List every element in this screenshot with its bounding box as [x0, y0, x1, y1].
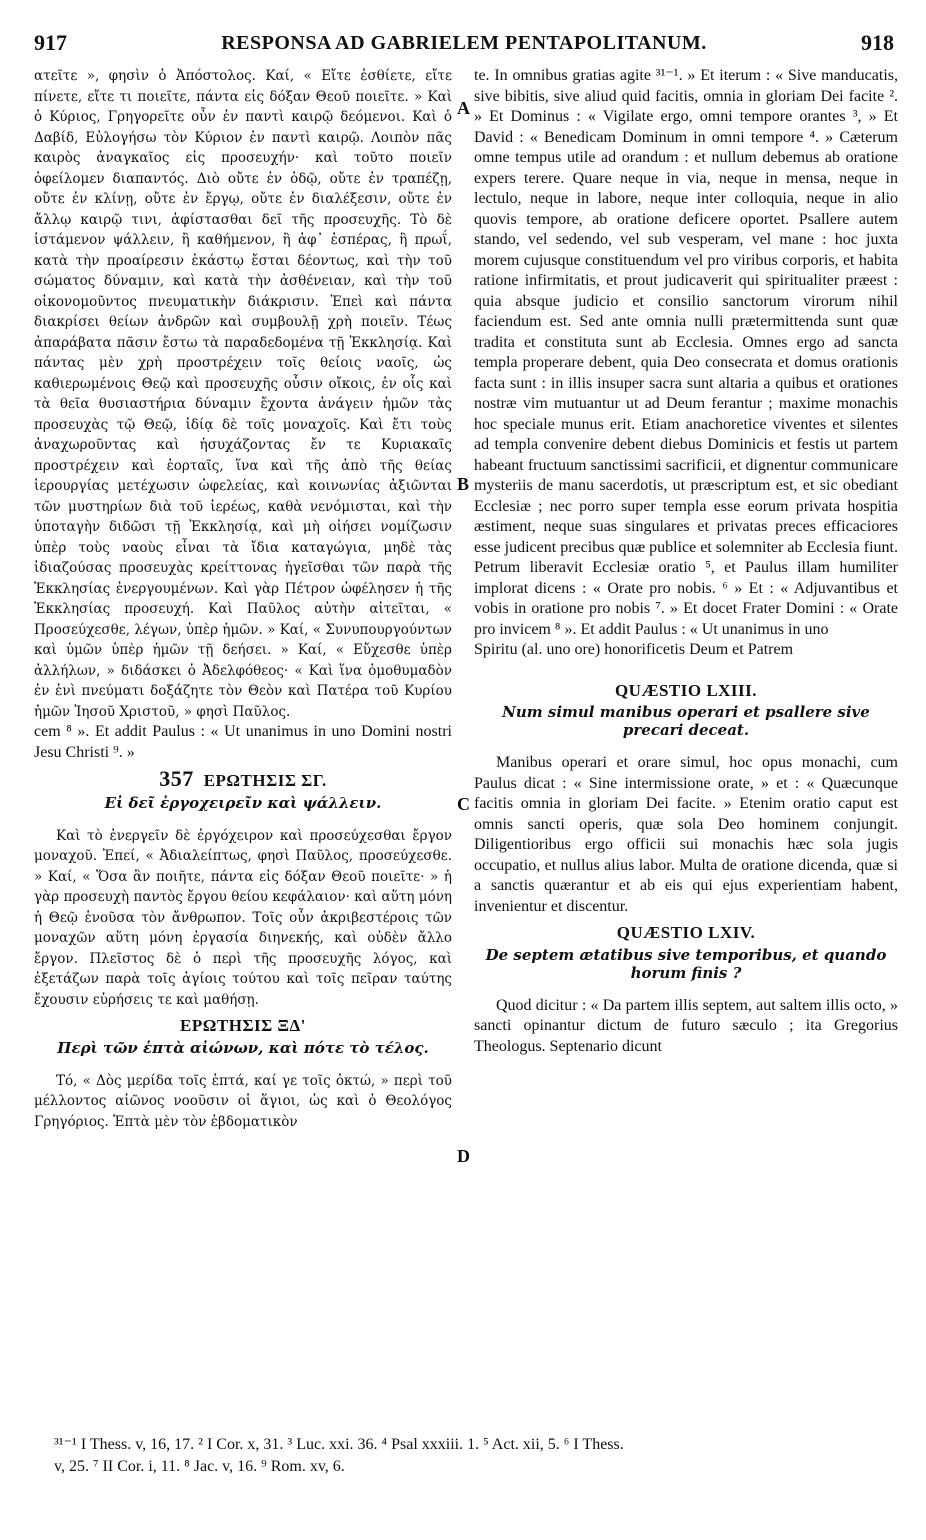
margin-mark-b: B — [457, 474, 470, 494]
latin-text-continued: te. In omnibus gratias agite ³¹⁻¹. » Et iterum : « Sive manducatis, sive bibitis, sive aliud quid facitis, omnia in gloriam Dei facite ². » Et Dominus : « Vigilate ergo, omni tempore orantes ³, » Et David : « Benedicam Dominum in omni tempore ⁴. » Cæterum omne tempus utile ad orandum : et nullum debemus ab oratione expers terere. Quare neque in via, neque in mensa, neque in lectulo, neque in labore, neque inter colloquia, neque in alio quovis tempore, ab oratione deficere oportet. Psallere autem stando, vel sedendo, vel sub vesperam, vel mane : hoc juxta morem cujusque constituendum vel pro viribus corporis, et habita ratione infirmitatis, et prout judicaverit qui spiritualiter præest : quia absque judicio et consilio sanctorum virorum nihil faciendum est. Sed ante omnia nulli prætermittenda sunt quæ tradita et constituta sunt ab Ecclesia. Omnes ergo ad sancta templa properare debent, quia Deo consecrata et domus orationis facta sunt : in illis insuper sacra sunt altaria a quibus et orationes nostræ vim mutuantur ut ad Deum ferantur ; maxime monachis hoc speciale munus erit. Etiam anachoretice viventes et silentes ad templa convenire debent diebus Dominicis et festis ut partem habeant fructuum sanctissimi sacrificii, et dignentur communicare mysteriis de manu sacerdotis, ut præscriptum est, et sic obediant Ecclesiæ ; nec porro super templa esse eorum privata hospitia æstiment, neque suas singulares et privatas preces efficaciores esse judicent precibus quæ publice et solemniter ab Ecclesia fiunt. Petrum liberavit Ecclesiæ oratio ⁵, et Paulus illam humiliter implorat dicens : « Orate pro nobis. ⁶ » Et : « Adjuvantibus et vobis in oratione pro nobis ⁷. » Et docet Frater Domini : « Orate pro invicem ⁸ ». Et addit Paulus : « Ut unanimus in uno — [474, 67, 898, 638]
latin-column — [474, 66, 898, 1416]
margin-mark-d: D — [457, 1146, 470, 1166]
page-header — [34, 30, 894, 60]
greek-question-63-text: Καὶ τὸ ἐνεργεῖν δὲ ἐργόχειρον καὶ προσεύχεσθαι ἔργον μοναχοῦ. Ἐπεί, « Ἀδιαλείπτως, φησὶ Παῦλος, προσεύχεσθε. » Καί, « Ὅσα ἂν ποιῆτε, πάντα εἰς δόξαν Θεοῦ ποιεῖτε· » ἡ γὰρ προσευχὴ παντὸς ἔργου θείου κεφάλαιον· καὶ αὕτη μόνη ἡ Θεῷ ἑνοῦσα τὸν ἄνθρωπον. Τοῖς οὖν ἀκριβεστέροις τῶν μοναχῶν αὕτη μόνη ἐργασία διηνεκής, καὶ οὐδὲν ἄλλο ἔργον. Πλεῖστος δὲ ὁ περὶ τῆς προσευχῆς λόγος, καὶ ἐξετάζων παρὰ τοῖς ἁγίοις τούτου καὶ τοῖς πεῖραν ταύτης ἔχουσιν εὑρήσεις τε καὶ μαθήσῃ. — [34, 827, 452, 1008]
footnotes — [54, 1434, 894, 1478]
latin-question-64-text: Quod dicitur : « Da partem illis septem, aut saltem illis octo, » sancti opinantur dictum de futuro sæculo ; ita Gregorius Theologus. Septenario dicunt — [474, 996, 898, 1055]
margin-mark-c: C — [457, 794, 470, 814]
latin-question-64-title: QUÆSTIO LXIV. — [616, 923, 756, 942]
greek-question-64-title: ΕΡΩΤΗΣΙΣ ΞΔ' — [180, 1016, 306, 1035]
greek-question-63-subtitle: Εἰ δεῖ ἐργοχειρεῖν καὶ ψάλλειν. — [104, 793, 382, 812]
column-number: 357 — [159, 766, 194, 791]
greek-question-64-subtitle: Περὶ τῶν ἑπτὰ αἰώνων, καὶ πότε τὸ τέλος. — [57, 1038, 429, 1057]
footnote-line-1: ³¹⁻¹ I Thess. v, 16, 17. ² I Cor. x, 31. ³ Luc. xxi. 36. ⁴ Psal xxxiii. 1. ⁵ Act. xii, 5. ⁶ I Thess. — [54, 1436, 624, 1453]
margin-mark-a: A — [457, 98, 470, 118]
page-number-right: 918 — [861, 30, 894, 55]
greek-question-64-text: Τό, « Δὸς μερίδα τοῖς ἑπτά, καί γε τοῖς ὀκτώ, » περὶ τοῦ μέλλοντος αἰῶνος νοοῦσιν οἱ ἅγιοι, ὡς καὶ ὁ Θεολόγος Γρηγόριος. Ἑπτὰ μὲν τὸν ἑβδοματικὸν — [34, 1072, 452, 1130]
page-number-left: 917 — [34, 30, 67, 55]
latin-question-64-subtitle: De septem ætatibus sive temporibus, et quando horum finis ? — [485, 945, 887, 982]
running-title: RESPONSA AD GABRIELEM PENTAPOLITANUM. — [221, 32, 707, 54]
latin-overflow-text: cem ⁸ ». Et addit Paulus : « Ut unanimus in uno Domini nostri Jesu Christi ⁹. » — [34, 723, 452, 761]
greek-question-63-title: ΕΡΩΤΗΣΙΣ ΣΓ. — [203, 771, 327, 790]
greek-question-63-heading — [34, 766, 452, 792]
greek-column — [34, 66, 452, 1416]
latin-question-63-title: QUÆSTIO LXIII. — [614, 680, 758, 700]
columns — [34, 66, 898, 1416]
page — [34, 30, 898, 1520]
footnote-line-2: v, 25. ⁷ II Cor. i, 11. ⁸ Jac. v, 16. ⁹ Rom. xv, 6. — [54, 1458, 345, 1475]
latin-question-63-subtitle: Num simul manibus operari et psallere sive precari deceat. — [502, 703, 870, 739]
latin-text-end: Spiritu (al. uno ore) honorificetis Deum et Patrem — [474, 641, 794, 658]
greek-text-continued: ατεῖτε », φησὶν ὁ Ἀπόστολος. Καί, « Εἴτε ἐσθίετε, εἴτε πίνετε, εἴτε τι ποιεῖτε, πάντα εἰς δόξαν Θεοῦ ποιεῖτε. » Καὶ ὁ Κύριος, Γρηγορεῖτε οὖν ἐν παντὶ καιρῷ δεόμενοι. Καὶ ὁ Δαβίδ, Εὐλογήσω τὸν Κύριον ἐν παντὶ καιρῷ. Λοιπὸν πᾶς καιρὸς ἀναγκαῖος εἰς προσευχήν· καὶ τοῦτο ποιεῖν ὀφείλομεν διαπαντός. Διὸ οὔτε ἐν ὁδῷ, οὔτε ἐν τραπέζῃ, οὔτε ἐν κλίνῃ, οὔτε ἐν ἔργῳ, οὔτε ἐν διαλέξεσιν, οὔτε ἐν ἄλλῳ καιρῷ τινι, ἀφίστασθαι δεῖ τῆς προσευχῆς. Τὸ δὲ ἱστάμενον ψάλλειν, ἢ καθήμενον, ἢ ἀφ᾽ ἑσπέρας, ἢ πρωΐ, κατὰ τὴν προαίρεσιν ἑκάστῳ ἔσται δέοντως, καὶ τὴν τοῦ σώματος δύναμιν, καὶ κατὰ τὴν ἀσθένειαν, καὶ τὴν τοῦ οἰκονομοῦντος πνευματικὴν διάκρισιν. Ἐπεὶ καὶ πάντα διακρίσει θείων ἀνδρῶν καὶ συμβουλῇ χρὴ ποιεῖν. Τέως ἀπαράβατα πᾶσιν ἔστω τὰ παραδεδομένα τῇ Ἐκκλησίᾳ. Καὶ πάντας μὲν χρὴ προστρέχειν τοῖς θείοις ναοῖς, ὡς καθιερωμένοις Θεῷ καὶ προσευχῆς οὖσιν οἴκοις, ἐν οἷς καὶ τὰ θεῖα θυσιαστήρια δύναμιν ἔχοντα ἀνάγειν ἡμῶν τὰς προσευχὰς τῷ Θεῷ, ἰδίᾳ δὲ τοῖς μοναχοῖς. Καὶ ἔτι τοὺς ἀναχωροῦντας καὶ ἡσυχάζοντας ἔν τε Κυριακαῖς προστρέχειν καὶ ἑορταῖς, ἵνα καὶ τῆς ἀπὸ τῆς θείας ἱερουργίας μετέχωσιν ὠφελείας, καὶ κοινωνίας ἀξιῶνται τῶν μυστηρίων διὰ τοῦ ἱερέως, καθὰ νενόμισται, καὶ τὴν ὑποταγὴν διδῶσι τῇ Ἐκκλησίᾳ, καὶ μὴ οἰήσει νομίζωσιν ὑπὲρ τοὺς ναοὺς εἶναι τὰ ἴδια καταγώγια, μηδὲ τὰς ἰδιαζούσας προσευχὰς κρείττονας ἡγεῖσθαι τῶν παρὰ τῆς Ἐκκλησίας ἐνεργουμένων. Καὶ γὰρ Πέτρον ὠφέλησεν ἡ τῆς Ἐκκλησίας προσευχή. Καὶ Παῦλος αὐτὴν αἰτεῖται, « Προσεύχεσθε, λέγων, ὑπὲρ ἡμῶν. » Καί, « Συνυπουργούντων καὶ ὑμῶν ὑπὲρ ἡμῶν τῇ δεήσει. » Καί, « Εὔχεσθε ὑπὲρ ἀλλήλων, » διδάσκει ὁ Ἀδελφόθεος· « Καὶ ἵνα ὁμοθυμαδὸν ἐν ἑνὶ πνεύματι δοξάζητε τὸν Θεὸν καὶ Πατέρα τοῦ Κυρίου ἡμῶν Ἰησοῦ Χριστοῦ, » φησὶ Παῦλος. — [34, 68, 452, 720]
latin-question-63-text: Manibus operari et orare simul, hoc opus monachi, cum Paulus dicat : « Sine intermissione orate, » et : « Quæcunque facitis omnia in gloriam Dei facite. » Etenim oratio caput est omnis sancti operis, quæ sola Deo hominem conjungit. Diligentioribus ergo officii sui monachis hæc sola jugis occupatio, et nullus alius labor. Multa de oratione dicenda, quæ si a sanctis quærantur et ab eis qui ejus experientiam habent, invenientur et discentur. — [474, 754, 898, 915]
